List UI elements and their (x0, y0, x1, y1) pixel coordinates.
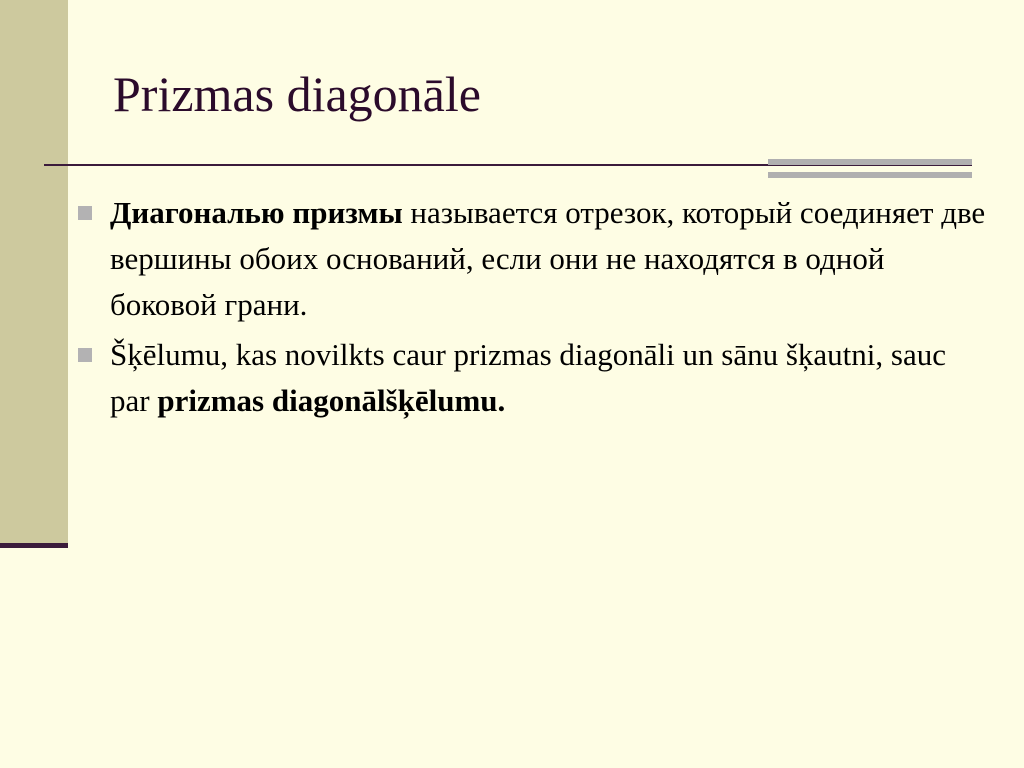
slide-title: Prizmas diagonāle (113, 66, 481, 122)
left-bar-underline (0, 543, 68, 548)
left-decorative-bar (0, 0, 68, 545)
bullet-item-diagonal-section (72, 332, 992, 424)
bullet-bold-term: Диагональю призмы (110, 195, 403, 230)
square-bullet-icon (78, 206, 92, 220)
bullet-text: Šķēlumu, kas novilkts caur prizmas diagonāli un sānu šķautni, sauc par (110, 337, 946, 418)
bullet-text: называется отрезок, который соединяет две вершины обоих оснований, если они не находятся в одной боковой грани. (110, 195, 986, 322)
bullet-bold-term: prizmas diagonālšķēlumu. (157, 383, 506, 418)
square-bullet-icon (78, 348, 92, 362)
title-accent-bar (768, 159, 972, 178)
bullet-item-diagonal-definition (72, 190, 992, 328)
slide-content (72, 190, 992, 428)
